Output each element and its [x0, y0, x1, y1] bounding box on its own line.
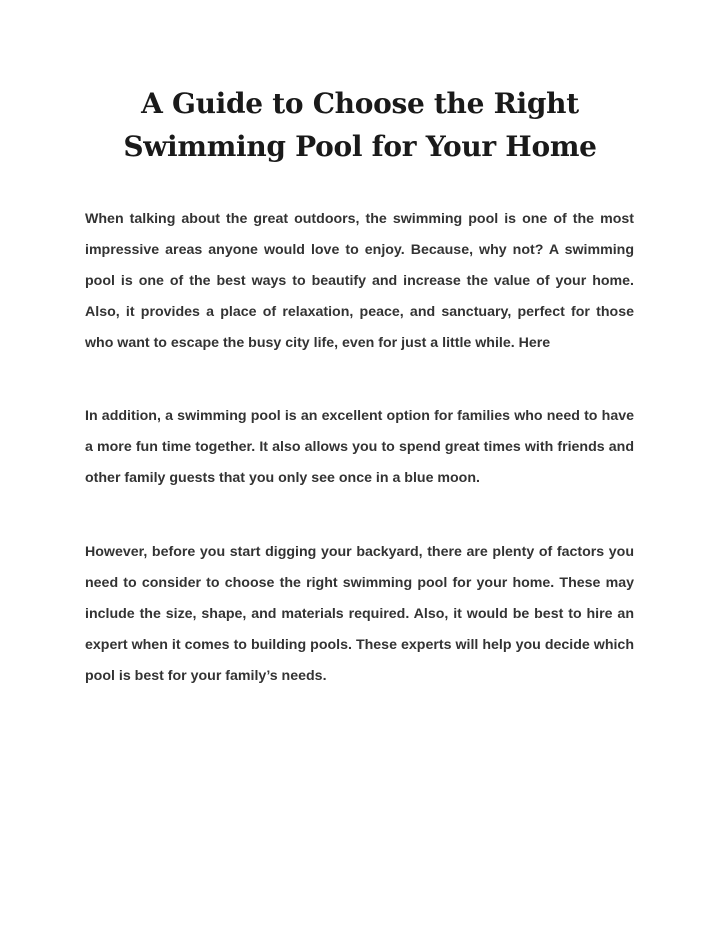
paragraph-intro: When talking about the great outdoors, the swimming pool is one of the most impressive areas anyone would love to enjoy. Because, why not? A swimming pool is one of the best ways to beautify and increase the value of your home. Also, it provides a place of relaxation, peace, and sanctuary, perfect for those who want to escape the busy city life, even for just a little while. Here	[85, 211, 634, 351]
paragraph-considerations: However, before you start digging your backyard, there are plenty of factors you need to consider to choose the right swimming pool for your home. These may include the size, shape, and materials required. Also, it would be best to hire an expert when it comes to building pools. These experts will help you decide which pool is best for your family’s needs.	[85, 544, 634, 684]
paragraph-families: In addition, a swimming pool is an excellent option for families who need to have a more fun time together. It also allows you to spend great times with friends and other family guests that you only see once in a blue moon.	[85, 408, 634, 486]
title-line-1: A Guide to Choose the Right	[141, 87, 579, 120]
title-line-2: Swimming Pool for Your Home	[123, 130, 597, 163]
page-title	[85, 82, 635, 168]
